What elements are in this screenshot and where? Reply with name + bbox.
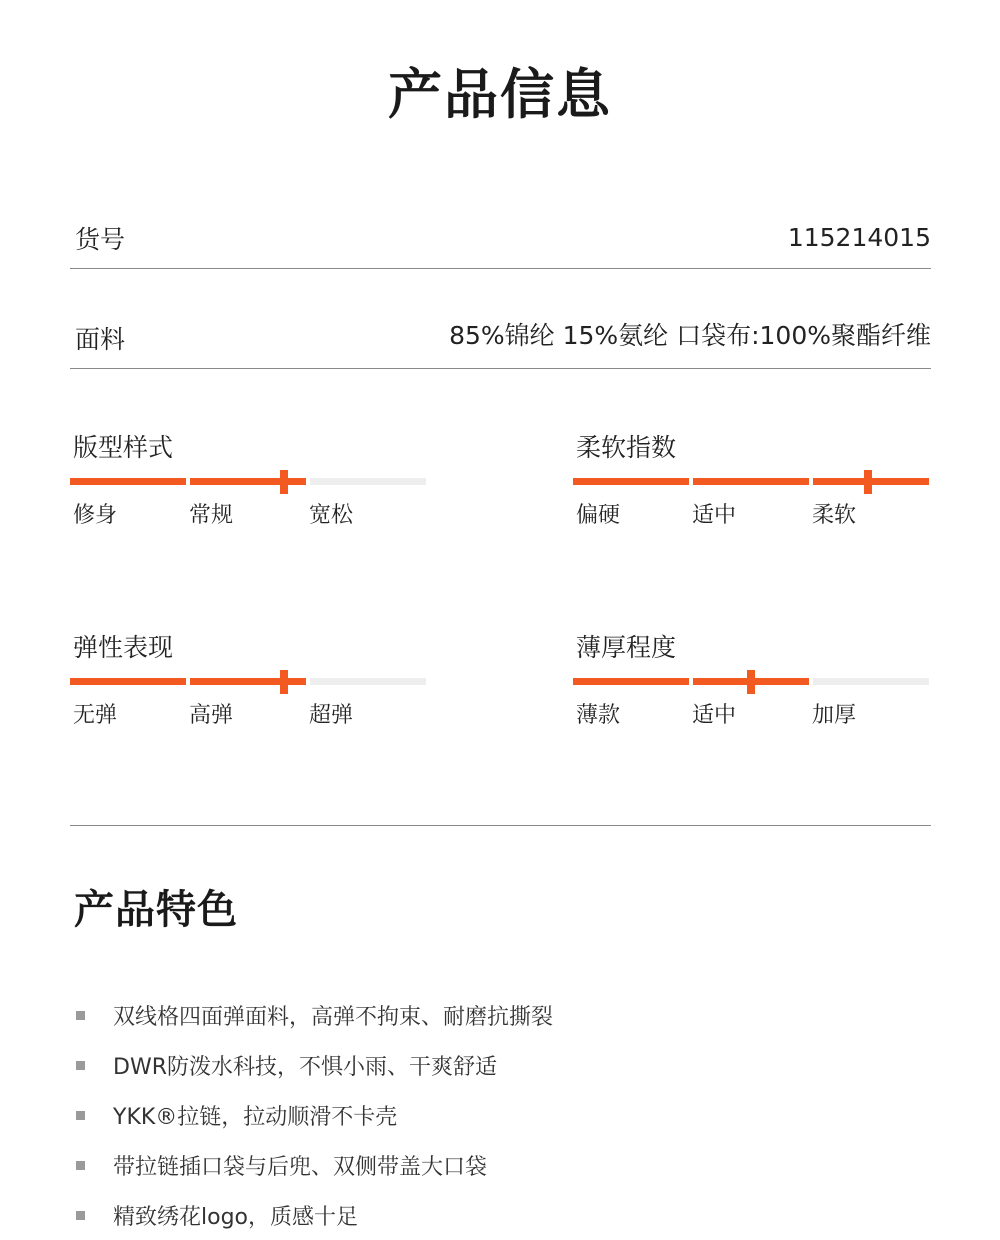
- item-number-label: 货号: [75, 225, 126, 254]
- square-bullet-icon: [76, 1111, 85, 1120]
- scale-option: 宽松: [309, 503, 354, 528]
- scale-option: 偏硬: [576, 503, 621, 528]
- scale-option: 超弹: [309, 703, 354, 728]
- scale-segment-1: [70, 678, 186, 685]
- square-bullet-icon: [76, 1061, 85, 1070]
- scale-option: 柔软: [812, 503, 857, 528]
- scale-option: 高弹: [189, 703, 234, 728]
- feature-item: [76, 990, 553, 1040]
- scale-segment-2: [190, 678, 306, 685]
- scale-option: 无弹: [73, 703, 118, 728]
- fabric-value: 85%锦纶 15%氨纶 口袋布:100%聚酯纤维: [449, 321, 931, 350]
- scale-softness-title: 柔软指数: [576, 433, 677, 462]
- feature-item: [76, 1040, 553, 1090]
- scale-fit: [70, 428, 430, 568]
- page-title: 产品信息: [388, 63, 612, 126]
- feature-text: YKK®拉链，拉动顺滑不卡壳: [113, 1104, 398, 1130]
- scale-segment-3: [813, 678, 929, 685]
- scale-marker: [280, 470, 288, 494]
- feature-text: 精致绣花logo，质感十足: [113, 1204, 358, 1230]
- scale-fit-title: 版型样式: [73, 433, 174, 462]
- scale-option: 修身: [73, 503, 118, 528]
- scale-option: 适中: [692, 503, 737, 528]
- scale-marker: [747, 670, 755, 694]
- scale-segment-3: [310, 478, 426, 485]
- scale-segment-1: [573, 678, 689, 685]
- square-bullet-icon: [76, 1161, 85, 1170]
- scale-segment-1: [70, 478, 186, 485]
- scale-thickness-title: 薄厚程度: [576, 633, 677, 662]
- feature-list: [76, 990, 553, 1240]
- scale-marker: [280, 670, 288, 694]
- scale-option: 薄款: [576, 703, 621, 728]
- scale-thickness: [573, 628, 933, 768]
- section-divider: [70, 825, 931, 826]
- scale-softness: [573, 428, 933, 568]
- scale-softness-track: [573, 476, 929, 486]
- scale-option: 适中: [692, 703, 737, 728]
- square-bullet-icon: [76, 1211, 85, 1220]
- square-bullet-icon: [76, 1011, 85, 1020]
- item-number-value: 115214015: [787, 223, 931, 252]
- scale-elasticity-track: [70, 676, 426, 686]
- scale-elasticity-title: 弹性表现: [73, 633, 174, 662]
- info-row-item-number: [70, 223, 931, 269]
- scale-elasticity: [70, 628, 430, 768]
- scale-segment-1: [573, 478, 689, 485]
- info-row-fabric: [70, 321, 931, 369]
- fabric-label: 面料: [75, 325, 126, 354]
- features-title: 产品特色: [74, 887, 238, 933]
- feature-text: DWR防泼水科技，不惧小雨、干爽舒适: [113, 1054, 497, 1080]
- scale-option: 常规: [189, 503, 234, 528]
- feature-item: [76, 1190, 553, 1240]
- feature-item: [76, 1090, 553, 1140]
- feature-item: [76, 1140, 553, 1190]
- scale-thickness-track: [573, 676, 929, 686]
- scale-fit-track: [70, 476, 426, 486]
- feature-text: 双线格四面弹面料，高弹不拘束、耐磨抗撕裂: [113, 1004, 554, 1030]
- scale-marker: [864, 470, 872, 494]
- scale-segment-2: [190, 478, 306, 485]
- scale-option: 加厚: [812, 703, 857, 728]
- scale-segment-2: [693, 478, 809, 485]
- scale-segment-3: [310, 678, 426, 685]
- feature-text: 带拉链插口袋与后兜、双侧带盖大口袋: [113, 1154, 488, 1180]
